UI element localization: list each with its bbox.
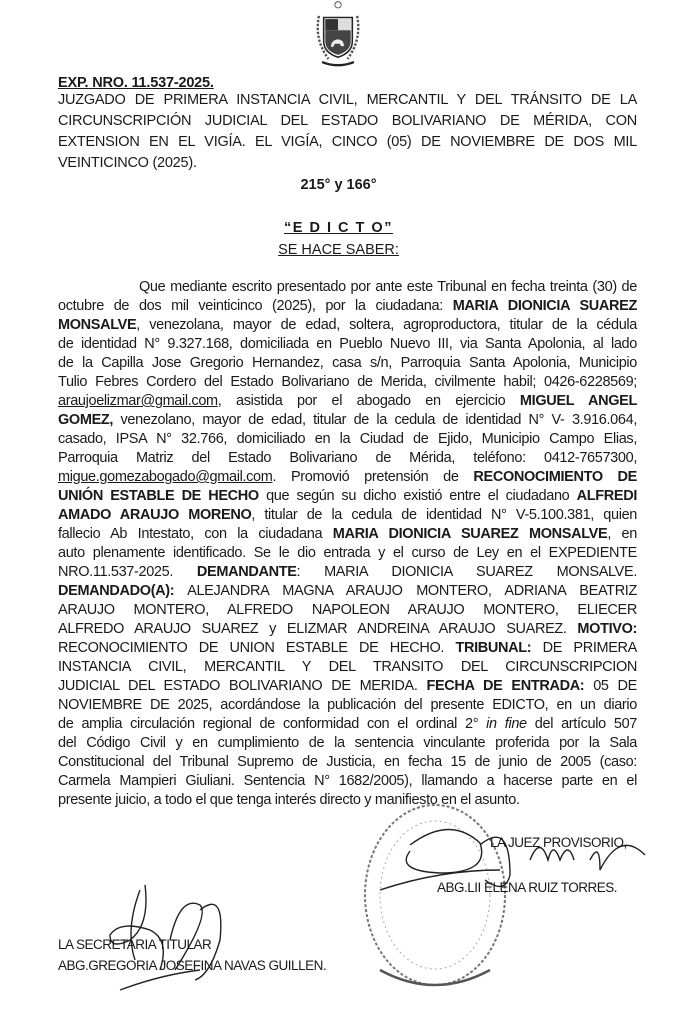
text-run: de la Capilla Jose Gregorio Hernandez, casa s/n, Parroquia Santa Apolonia, Municipio bbox=[58, 355, 637, 371]
text-run: JUDICIAL DEL ESTADO BOLIVARIANO DE MERIDA. bbox=[58, 678, 427, 694]
body-line bbox=[58, 335, 637, 354]
text-run: TRIBUNAL: bbox=[455, 640, 532, 656]
text-run: ALFREDO ARAUJO SUAREZ y ELIZMAR ANDREINA ARAUJO SUAREZ. bbox=[58, 621, 578, 637]
body-line bbox=[58, 316, 637, 335]
judge-title: LA JUEZ PROVISORIO, bbox=[490, 835, 627, 850]
secretary-title: LA SECRETARIA TITULAR bbox=[58, 937, 212, 952]
court-header bbox=[58, 90, 637, 174]
text-run: MARIA DIONICIA SUAREZ bbox=[452, 298, 637, 314]
text-run: de identidad N° 9.327.168, domiciliada en Pueblo Nuevo III, via Santa Apolonia, al lado bbox=[58, 336, 637, 352]
text-run: DEMANDADO(A): bbox=[58, 583, 175, 599]
text-run: que según su dicho existió entre el ciudadano bbox=[258, 488, 577, 504]
text-run: fallecio Ab Intestato, con la ciudadana bbox=[58, 526, 333, 542]
text-run: Tulio Febres Cordero del Estado Bolivariano de Merida, civilmente habil; 0426-6228569; bbox=[58, 374, 637, 390]
text-run: : MARIA DIONICIA SUAREZ MONSALVE. bbox=[296, 564, 638, 580]
text-run: presente juicio, a todo el que tenga interés directo y manifiesto en el asunto. bbox=[58, 792, 520, 808]
body-line bbox=[58, 753, 637, 772]
text-run: , titular de la cedula de identidad N° V-5.100.381, quien bbox=[251, 507, 637, 523]
text-run: Que mediante escrito presentado por ante este Tribunal en fecha treinta (30) de bbox=[58, 279, 637, 295]
text-run: NOVIEMBRE DE 2025, acordándose la publicación del presente EDICTO, en un diario bbox=[58, 697, 637, 713]
text-run: AMADO ARAUJO MORENO bbox=[58, 507, 252, 523]
text-run: RECONOCIMIENTO DE bbox=[473, 469, 637, 485]
body-line bbox=[58, 582, 637, 601]
text-run: Constitucional del Tribunal Supremo de Justicia, en fecha 15 de junio de 2005 (caso: bbox=[58, 754, 637, 770]
expedient-number: EXP. NRO. 11.537-2025. bbox=[58, 75, 214, 91]
text-run: , asistida por el abogado en ejercicio bbox=[217, 393, 520, 409]
body-line bbox=[58, 392, 637, 411]
body-line bbox=[58, 601, 637, 620]
body-line bbox=[58, 297, 637, 316]
header-line: EXTENSION EN EL VIGÍA. EL VIGÍA, CINCO (05) DE NOVIEMBRE DE DOS MIL bbox=[58, 134, 637, 150]
years-line: 215° y 166° bbox=[300, 177, 377, 193]
text-run: del Código Civil y en cumplimiento de la sentencia vinculante proferida por la Sala bbox=[58, 735, 637, 751]
text-run: FECHA DE ENTRADA: bbox=[426, 678, 585, 694]
text-run: , venezolana, mayor de edad, soltera, agroproductora, titular de la cédula bbox=[136, 317, 637, 333]
body-line bbox=[58, 620, 637, 639]
body-line bbox=[58, 354, 637, 373]
text-run: del artículo 507 bbox=[526, 716, 638, 732]
body-line bbox=[58, 373, 637, 392]
email-link[interactable]: migue.gomezabogado@gmail.com bbox=[58, 469, 273, 485]
text-run: Carmela Mampieri Giuliani. Sentencia N° 1682/2005), llamando a hacerse parte en el bbox=[58, 773, 637, 789]
body-line bbox=[58, 411, 637, 430]
text-run: auto plenamente identificado. Se le dio entrada y el curso de Ley en el EXPEDIENTE bbox=[58, 545, 637, 561]
body-line bbox=[58, 544, 637, 563]
header-line: JUZGADO DE PRIMERA INSTANCIA CIVIL, MERCANTIL Y DEL TRÁNSITO DE LA bbox=[58, 92, 637, 108]
text-run: UNIÓN ESTABLE DE HECHO bbox=[58, 488, 259, 504]
body-line bbox=[58, 487, 637, 506]
coat-of-arms-icon bbox=[306, 0, 370, 70]
text-run: , en bbox=[607, 526, 637, 542]
text-run: casado, IPSA N° 32.766, domiciliado en la Ciudad de Ejido, Municipio Campo Elias, bbox=[58, 431, 637, 447]
body-line bbox=[58, 772, 637, 791]
text-run: MOTIVO: bbox=[577, 621, 637, 637]
text-run: ALFREDI bbox=[576, 488, 638, 504]
document-title: “E D I C T O” bbox=[284, 220, 393, 236]
text-run: ALEJANDRA MAGNA ARAUJO MONTERO, ADRIANA BEATRIZ bbox=[174, 583, 637, 599]
text-run: GOMEZ, bbox=[58, 412, 114, 428]
body-line bbox=[58, 791, 637, 810]
email-link[interactable]: araujoelizmar@gmail.com bbox=[58, 393, 218, 409]
text-run: . Promovió pretensión de bbox=[272, 469, 474, 485]
text-run: octubre de dos mil veinticinco (2025), por la ciudadana: bbox=[58, 298, 453, 314]
text-run: 05 DE bbox=[584, 678, 637, 694]
body-line bbox=[58, 677, 637, 696]
document-subtitle: SE HACE SABER: bbox=[278, 242, 399, 258]
body-line bbox=[58, 658, 637, 677]
judge-name: ABG.LII ELENA RUIZ TORRES. bbox=[437, 880, 618, 895]
text-run: MONSALVE bbox=[58, 317, 137, 333]
body-line bbox=[58, 278, 637, 297]
text-run: INSTANCIA CIVIL, MERCANTIL Y DEL TRANSITO DEL CIRCUNSCRIPCION bbox=[58, 659, 637, 675]
body-line bbox=[58, 639, 637, 658]
body-line bbox=[58, 696, 637, 715]
text-run: DE PRIMERA bbox=[531, 640, 637, 656]
edict-body bbox=[58, 278, 637, 810]
text-run: de amplia circulación regional de conformidad con el ordinal 2° bbox=[58, 716, 487, 732]
text-run: DEMANDANTE bbox=[196, 564, 297, 580]
text-run: Parroquia Matriz del Estado Bolivariano de Mérida, teléfono: 0412-7657300, bbox=[58, 450, 637, 466]
body-line bbox=[58, 449, 637, 468]
text-run: ARAUJO MONTERO, ALFREDO NAPOLEON ARAUJO MONTERO, ELIECER bbox=[58, 602, 637, 618]
body-line bbox=[58, 506, 637, 525]
body-line bbox=[58, 563, 637, 582]
body-line bbox=[58, 734, 637, 753]
text-run: RECONOCIMIENTO DE UNION ESTABLE DE HECHO. bbox=[58, 640, 456, 656]
body-line bbox=[58, 715, 637, 734]
body-line bbox=[58, 468, 637, 487]
text-run: NRO.11.537-2025. bbox=[58, 564, 197, 580]
body-line bbox=[58, 430, 637, 449]
text-run: in fine bbox=[486, 716, 527, 732]
header-line: VEINTICINCO (2025). bbox=[58, 155, 197, 171]
secretary-name: ABG.GREGORIA JOSEFINA NAVAS GUILLEN. bbox=[58, 958, 327, 973]
body-line bbox=[58, 525, 637, 544]
text-run: MIGUEL ANGEL bbox=[519, 393, 637, 409]
text-run: venezolano, mayor de edad, titular de la cedula de identidad N° V- 3.916.064, bbox=[113, 412, 637, 428]
text-run: MARIA DIONICIA SUAREZ MONSALVE bbox=[332, 526, 608, 542]
header-line: CIRCUNSCRIPCIÓN JUDICIAL DEL ESTADO BOLIVARIANO DE MÉRIDA, CON bbox=[58, 113, 637, 129]
